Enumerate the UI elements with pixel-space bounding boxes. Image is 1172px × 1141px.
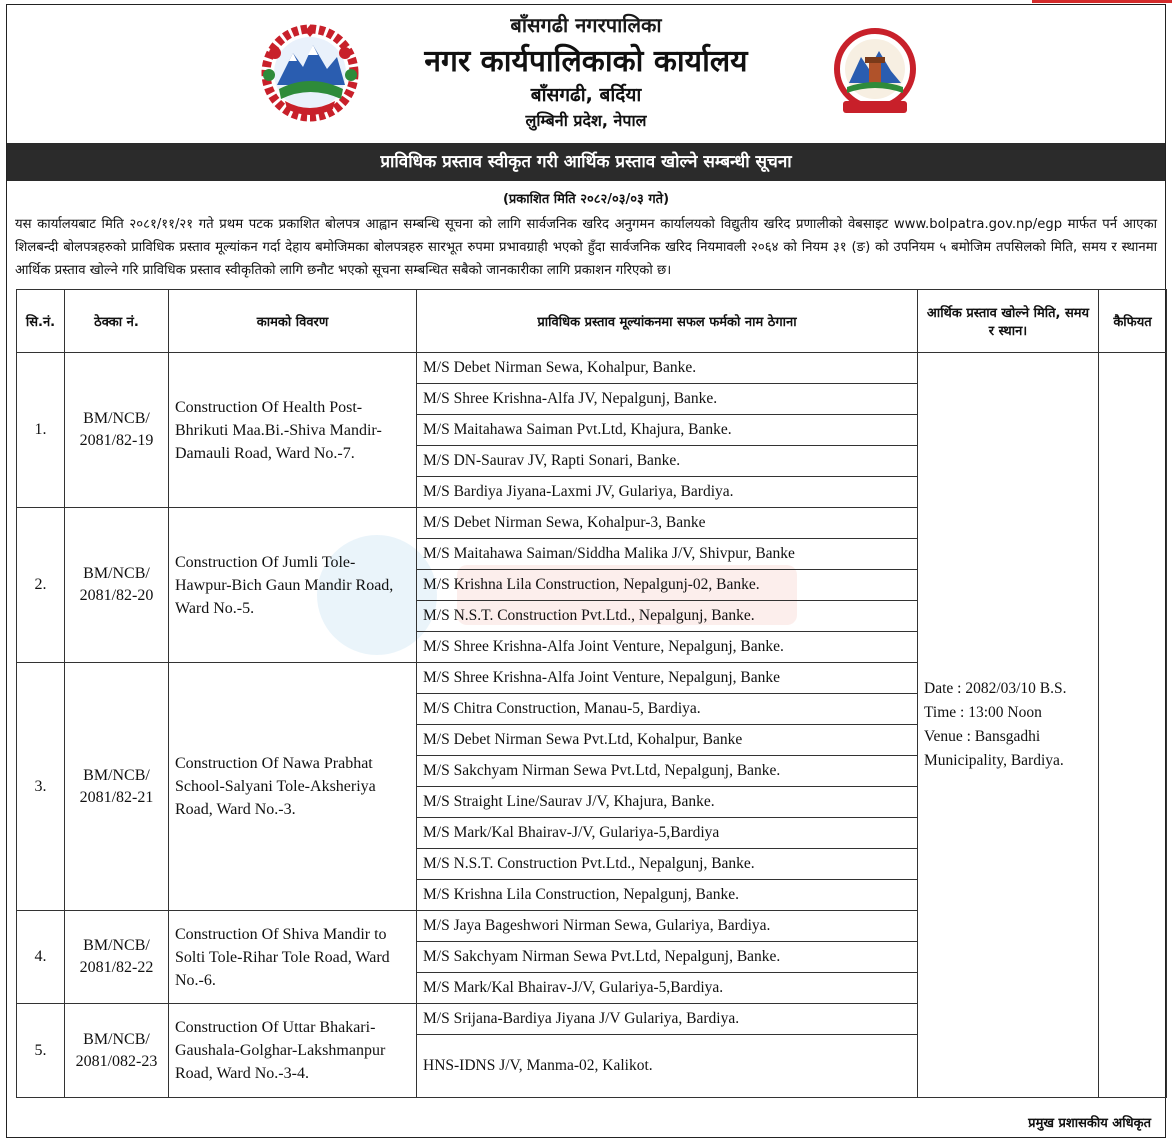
opening-info-cell (918, 353, 1099, 1098)
row-sn: 1. (17, 353, 65, 508)
municipality-name: बाँसगढी नगरपालिका (510, 13, 662, 37)
row-sn: 5. (17, 1004, 65, 1098)
firm-entry: M/S Sakchyam Nirman Sewa Pvt.Ltd, Nepalgunj, Banke. (417, 942, 918, 973)
opening-venue: Venue : Bansgadhi Municipality, Bardiya. (924, 728, 1064, 769)
row-contract-no: BM/NCB/ 2081/82-22 (65, 911, 169, 1004)
firm-entry: M/S Shree Krishna-Alfa Joint Venture, Nepalgunj, Banke (417, 663, 918, 694)
firm-entry: M/S Debet Nirman Sewa Pvt.Ltd, Kohalpur, Banke (417, 725, 918, 756)
intro-paragraph: यस कार्यालयबाट मिति २०८१/११/२१ गते प्रथम पटक प्रकाशित बोलपत्र आह्वान सम्बन्धि सूचना को लागि सार्वजनिक खरिद अनुगमन कार्यालयको विद्युतीय खरिद प्रणालीको वेबसाइट www.bolpatra.gov.np/egp मार्फत पर्न आएका शिलबन्दी बोलपत्रहरुको प्राविधिक प्रस्ताव मूल्यांकन गर्दा देहाय बमोजिमका बोलपत्रहरु सारभूत रुपमा प्रभावग्राही भएको हुँदा सार्वजनिक खरिद नियमावली २०६४ को नियम ३१ (ङ) को उपनियम ५ बमोजिम तपसिलको मिति, समय र स्थानमा आर्थिक प्रस्ताव खोल्ने गरि प्राविधिक प्रस्ताव स्वीकृतिको लागि छनौट भएको सूचना सम्बन्धित सबैको जानकारीका लागि प्रकाशन गरिएको छ। (15, 217, 1157, 278)
row-work: Construction Of Shiva Mandir to Solti Tole-Rihar Tole Road, Ward No.-6. (169, 911, 417, 1004)
firm-entry: M/S Chitra Construction, Manau-5, Bardiya. (417, 694, 918, 725)
top-accent-line (1032, 0, 1172, 3)
notice-header (7, 5, 1165, 141)
firm-entry: M/S Maitahawa Saiman Pvt.Ltd, Khajura, Banke. (417, 415, 918, 446)
row-contract-no: BM/NCB/ 2081/82-19 (65, 353, 169, 508)
firm-entry: M/S Mark/Kal Bhairav-J/V, Gulariya-5,Bardiya. (417, 973, 918, 1004)
municipality-logo-icon (833, 27, 917, 117)
remarks-cell (1099, 353, 1167, 1098)
row-work: Construction Of Uttar Bhakari-Gaushala-Golghar-Lakshmanpur Road, Ward No.-3-4. (169, 1004, 417, 1098)
firm-entry: M/S Krishna Lila Construction, Nepalgunj-02, Banke. (417, 570, 918, 601)
row-contract-no: BM/NCB/ 2081/82-20 (65, 508, 169, 663)
row-contract-no: BM/NCB/ 2081/082-23 (65, 1004, 169, 1098)
firm-entry: M/S Sakchyam Nirman Sewa Pvt.Ltd, Nepalgunj, Banke. (417, 756, 918, 787)
firm-entry: M/S Maitahawa Saiman/Siddha Malika J/V, Shivpur, Banke (417, 539, 918, 570)
firm-entry: M/S Debet Nirman Sewa, Kohalpur, Banke. (417, 353, 918, 384)
office-location: बाँसगढी, बर्दिया (530, 84, 642, 106)
firm-entry: M/S Bardiya Jiyana-Laxmi JV, Gulariya, Bardiya. (417, 477, 918, 508)
table-header-row (17, 290, 1167, 353)
province-name: लुम्बिनी प्रदेश, नेपाल (525, 111, 647, 130)
row-sn: 3. (17, 663, 65, 911)
notice-frame (6, 4, 1166, 1138)
row-work: Construction Of Jumli Tole-Hawpur-Bich Gaun Mandir Road, Ward No.-5. (169, 508, 417, 663)
col-header-firms: प्राविधिक प्रस्ताव मूल्यांकनमा सफल फर्मको नाम ठेगाना (417, 290, 918, 353)
row-sn: 2. (17, 508, 65, 663)
row-work: Construction Of Health Post-Bhrikuti Maa.Bi.-Shiva Mandir-Damauli Road, Ward No.-7. (169, 353, 417, 508)
col-header-contract-no: ठेक्का नं. (65, 290, 169, 353)
firm-entry: M/S N.S.T. Construction Pvt.Ltd., Nepalgunj, Banke. (417, 849, 918, 880)
firm-entry: M/S N.S.T. Construction Pvt.Ltd., Nepalgunj, Banke. (417, 601, 918, 632)
row-sn: 4. (17, 911, 65, 1004)
firm-entry: M/S Straight Line/Saurav J/V, Khajura, Banke. (417, 787, 918, 818)
firm-entry: M/S Shree Krishna-Alfa JV, Nepalgunj, Banke. (417, 384, 918, 415)
firm-entry: M/S Krishna Lila Construction, Nepalgunj, Banke. (417, 880, 918, 911)
row-contract-no: BM/NCB/ 2081/82-21 (65, 663, 169, 911)
firm-entry: M/S Shree Krishna-Alfa Joint Venture, Nepalgunj, Banke. (417, 632, 918, 663)
firm-entry: M/S Srijana-Bardiya Jiyana J/V Gulariya, Bardiya. (417, 1004, 918, 1035)
office-title: नगर कार्यपालिकाको कार्यालय (424, 44, 748, 79)
col-header-remarks: कैफियत (1099, 290, 1167, 353)
col-header-work: कामको विवरण (169, 290, 417, 353)
table-row (17, 353, 1167, 384)
published-date: (प्रकाशित मिति २०८२/०३/०३ गते) (502, 192, 670, 207)
firm-entry: M/S Jaya Bageshwori Nirman Sewa, Gulariya, Bardiya. (417, 911, 918, 942)
firm-entry: HNS-IDNS J/V, Manma-02, Kalikot. (417, 1035, 918, 1098)
col-header-opening: आर्थिक प्रस्ताव खोल्ने मिति, समय र स्थान। (918, 290, 1099, 353)
signature-title: प्रमुख प्रशासकीय अधिकृत (1028, 1116, 1151, 1131)
row-work: Construction Of Nawa Prabhat School-Salyani Tole-Aksheriya Road, Ward No.-3. (169, 663, 417, 911)
opening-time: Time : 13:00 Noon (924, 704, 1042, 721)
firm-entry: M/S Debet Nirman Sewa, Kohalpur-3, Banke (417, 508, 918, 539)
firm-entry: M/S DN-Saurav JV, Rapti Sonari, Banke. (417, 446, 918, 477)
bid-evaluation-table (16, 289, 1167, 1098)
col-header-sn: सि.नं. (17, 290, 65, 353)
notice-title-banner: प्राविधिक प्रस्ताव स्वीकृत गरी आर्थिक प्रस्ताव खोल्ने सम्बन्धी सूचना (7, 143, 1165, 181)
opening-date: Date : 2082/03/10 B.S. (924, 680, 1067, 697)
firm-entry: M/S Mark/Kal Bhairav-J/V, Gulariya-5,Bardiya (417, 818, 918, 849)
